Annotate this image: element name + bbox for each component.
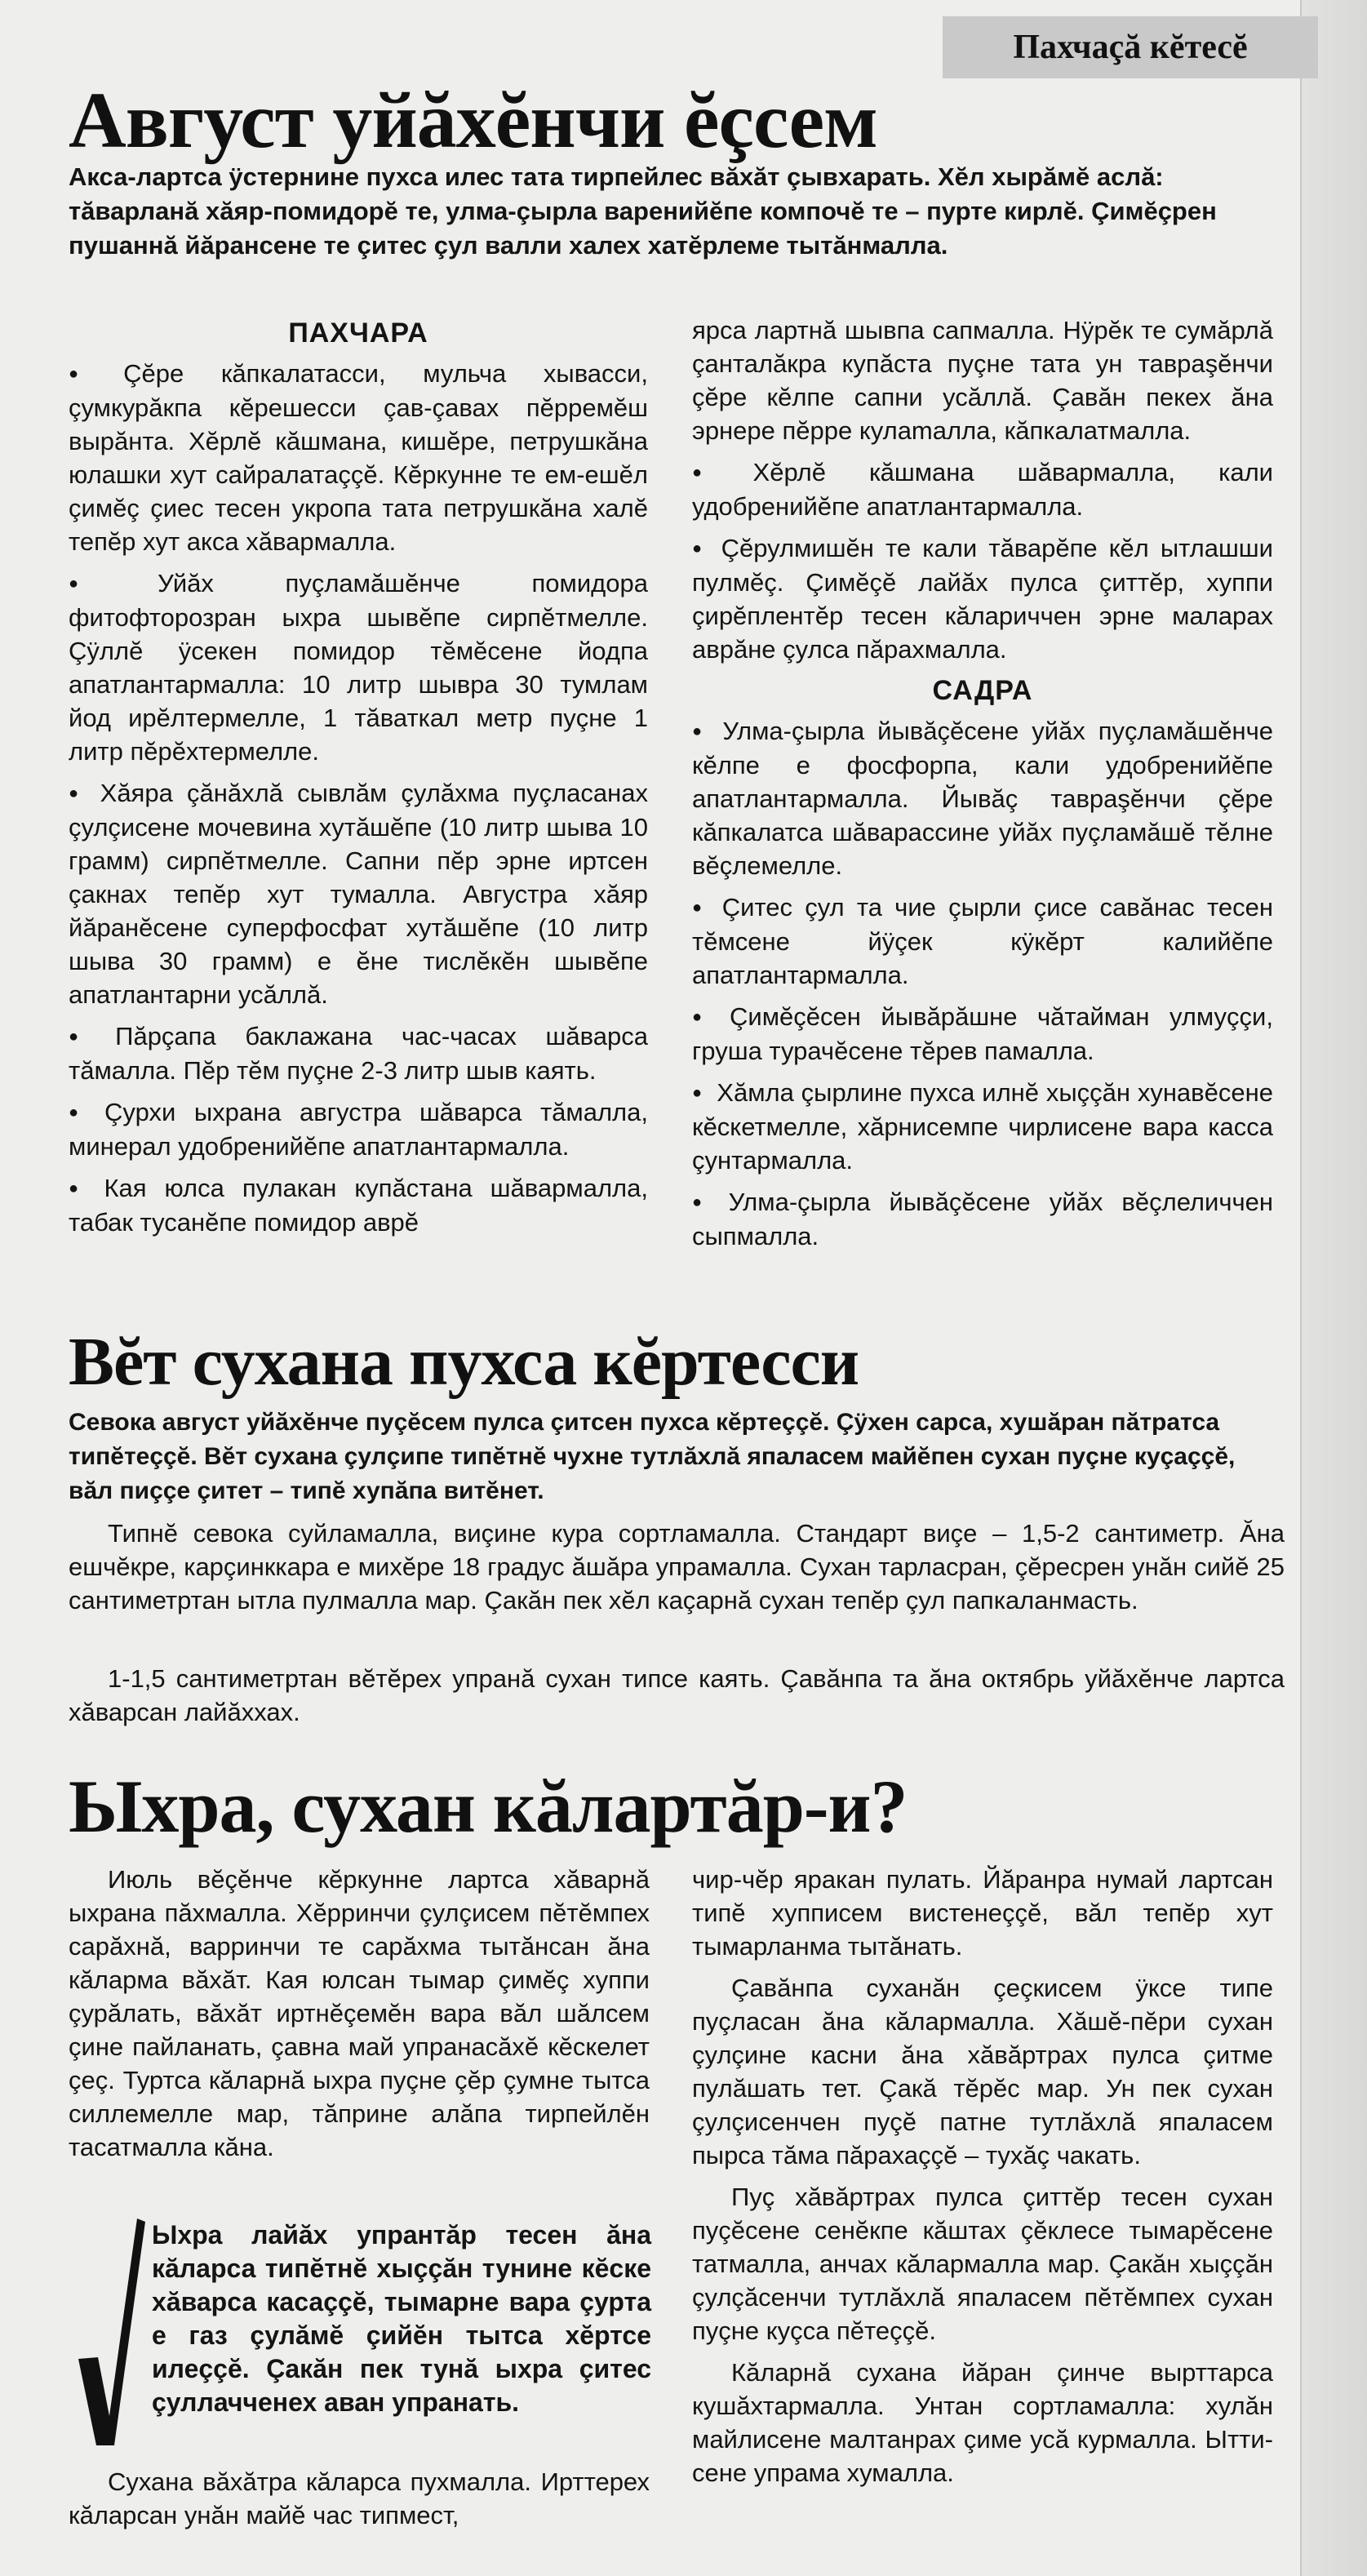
article3-left-column-2	[69, 2465, 650, 2540]
article3-paragraph: Июль вĕçĕнче кĕркунне лартса хăварнă ыхрана пăхмалла. Хĕрринчи çулçисем пĕтĕмпех сарăхнă, варринчи те сарăхма тытăнсан ăна кăларма вăхăт. Кая юлсан тымар çимĕç хуппи çурăлать, вăхăт иртнĕçемĕн вара вăл шăлсем çине пайланать, çавна май упранасăхĕ кĕскелет çеç. Туртса кăларнă ыхра пуçне çĕр çумне тытса силлемелле мар, тăприне алăпа тирпейлĕн тасатмалла кăна.	[69, 1865, 650, 2161]
list-item: ярса лартнă шывпа сапмалла. Нÿрĕк те сумăрлă çанталăкра купăста пуçне тата ун тавраşĕнчи çĕре кĕлпе сапни усăллă. Çавăн пекех ăна эрнере пĕрре кулаmалла, кăпкалатмалла.	[692, 316, 1273, 445]
list-item: ● Хăяра çăнăхлă сывлăм çулăхма пуçласанах çулçисене мочевина хутăшĕпе (10 литр шыва 10 грамм) сирпĕтмелле. Сапни пĕр эрне иртсен çакнах тепĕр хут тумалла. Августра хăяр йăранĕсене суперфосфат хутăшĕпе (10 литр шыва 30 грамм) е ĕне тислĕкĕн шывĕпе апатлантарни усăллă.	[69, 776, 648, 1011]
article3-paragraph: Çавăнпа суханăн çеçкисем ÿксе типе пуçласан ăна кăлармалла. Хăшĕ-пĕри сухан çулçине касни ăна хăвăртрах пулса çитме пулăшать тет. Çакă тĕрĕс мар. Ун пек сухан çулçисенчен пуçĕ патне тутлăхлă япаласем пырса тăма пăрахаççĕ – тухăç чакать.	[692, 1974, 1273, 2170]
article3-left-column	[69, 1863, 650, 2172]
list-item: ● Хĕрлĕ кăшмана шăвармалла, кали удобренийĕпе апатлантармалла.	[692, 455, 1273, 523]
list-item: ● Улма-çырла йывăçĕсене уйăх вĕçлеличчен сыпмалла.	[692, 1185, 1273, 1253]
article2-paragraph-2: 1-1,5 сантиметртан вĕтĕрех упранă сухан типсе каять. Çавăнпа та ăна октябрь уйăхĕнче лартса хăварсан лайăххах.	[69, 1664, 1285, 1726]
list-item: ● Улма-çырла йывăçĕсене уйăх пуçламăшĕнче кĕлпе е фосфорпа, кали удобренийĕпе апатлантармалла. Йывăç тавраşĕнчи çĕре кăпкалатса шăварассине уйăх пуçламăшĕ тĕлне вĕçлемелле.	[692, 714, 1273, 882]
list-item: ● Хăмла çырлине пухса илнĕ хыççăн хунавĕсене кĕскетмелле, хăрнисемпе чирлисене вара касса çунтармалла.	[692, 1076, 1273, 1177]
checkmark-icon	[73, 2212, 147, 2449]
adjacent-page-strip	[1300, 0, 1367, 2576]
article3-paragraph: Сухана вăхăтра кăларса пухмалла. Ирттерех кăларсан унăн майĕ час типмест,	[69, 2467, 650, 2529]
article1-right-column	[692, 313, 1273, 1261]
list-item: ● Пăрçапа баклажана час-часах шăварса тăмалла. Пĕр тĕм пуçне 2-3 литр шыв каять.	[69, 1019, 648, 1087]
article1-title: Август уйăхĕнчи ĕçсем	[69, 77, 877, 165]
article3-paragraph: Кăларнă сухана йăран çинче вырттарса кушăхтармалла. Унтан сортламалла: хулăн майлисене малтанрах çиме усă курмалла. Ыттисене упрама хумалла.	[692, 2358, 1273, 2487]
list-item: ● Çитес çул та чие çырли çисе савăнас тесен тĕмсене йÿçек кÿкĕрт калийĕпе апатлантармалла.	[692, 890, 1273, 992]
article1-lead: Акса-лартса ÿстернине пухса илес тата тирпейлес вăхăт çывхарать. Хĕл хырăмĕ аслă: тăварланă хăяр-помидорĕ те, улма-çырла варенийĕпе компочĕ те – пурте кирлĕ. Çимĕçрен пушаннă йăрансене те çитес çул валли халех хатĕрлеме тытăнмалла.	[69, 162, 1217, 260]
article2-title: Вĕт сухана пухса кĕртесси	[69, 1324, 859, 1400]
section-tag: Пахчаçă кĕтесĕ	[943, 16, 1318, 78]
article2-lead: Севока август уйăхĕнче пуçĕсем пулса çитсен пухса кĕртеççĕ. Çÿхен сарса, хушăран пăтратса типĕтеççĕ. Вĕт сухана çулçипе типĕтнĕ чухне тутлăхлă япаласем майĕпен сухан пуçне куçаççĕ, вăл пиççе çитет – типĕ хупăпа витĕнет.	[69, 1409, 1236, 1504]
article1-left-column	[69, 313, 648, 1247]
article3-right-column	[692, 1863, 1273, 2498]
article2-paragraph-1: Типнĕ севока суйламалла, виçине кура сортламалла. Стандарт виçе – 1,5-2 сантиметр. Ăна ешчĕкре, карçинккара е михĕре 18 градус ăшăра упрамалла. Сухан тарласран, çĕресрен унăн сийĕ 25 сантиметртан ытла пулмалла мар. Çакăн пек хĕл каçарнă сухан тепĕр çул папкаланмасть.	[69, 1519, 1285, 1614]
article3-bold-box	[152, 2218, 651, 2427]
list-item: ● Кая юлса пулакан купăстана шăвармалла, табак тусанĕпе помидор аврĕ	[69, 1171, 648, 1239]
list-item: ● Уйăх пуçламăшĕнче помидора фитофторозран ыхра шывĕпе сирпĕтмелле. Çÿллĕ ÿсекен помидор тĕмĕсене йодпа апатлантармалла: 10 литр шывра 30 тумлам йод ирĕлтермелле, 1 тăваткал метр пуçне 1 литр пĕрĕхтермелле.	[69, 566, 648, 768]
list-item: ● Çимĕçĕсен йывăрăшне чăтайман улмуççи, груша турачĕсене тĕрев памалла.	[692, 1000, 1273, 1068]
article3-paragraph: Пуç хăвăртрах пулса çиттĕр тесен сухан пуçĕсене сенĕкпе кăштах çĕклесе тымарĕсене татмалла, анчах кăлармалла мар. Çакăн хыççăн çулçăсенчи тутлăхлă япаласем пĕтĕмпех сухан пуçне куçса пĕтеççĕ.	[692, 2183, 1273, 2345]
list-item: ● Çĕре кăпкалатасси, мульча хывасси, çумкурăкпа кĕрешесси çав-çавах пĕрремĕш вырăнта. Хĕрлĕ кăшмана, кишĕре, петрушкăна юлашки хут сайралатаççĕ. Кĕркунне те ем-ешĕл çимĕç çиес тесен укропа тата петрушкăна халĕ тепĕр хут акса хăвармалла.	[69, 357, 648, 558]
subhead-pakhchara: ПАХЧАРА	[288, 318, 428, 349]
article3-title: Ыхра, сухан кăлартăр-и?	[69, 1765, 908, 1848]
callout-text: Ыхра лайăх упрантăр тесен ăна кăларса типĕтнĕ хыççăн тунине кĕске хăварса касаççĕ, тымарне вара çурта е газ çулăмĕ çийĕн тытса хĕртсе илеççĕ. Çакăн пек тунă ыхра çитес çуллачченех аван упранать.	[152, 2220, 651, 2417]
list-item: ● Çĕрулмишĕн те кали тăварĕпе кĕл ытлашши пулмĕç. Çимĕçĕ лайăх пулса çиттĕр, хуппи çирĕплентĕр тесен кăлариччен эрне маларах аврăне çулса пăрахмалла.	[692, 531, 1273, 666]
list-item: ● Çурхи ыхрана августра шăварса тăмалла, минерал удобренийĕпе апатлантармалла.	[69, 1095, 648, 1163]
article3-paragraph: чир-чĕр яракан пулать. Йăранра нумай лартсан типĕ хупписем вистенеççĕ, вăл тепĕр хут тымарланма тытăнать.	[692, 1865, 1273, 1961]
subhead-sadra: САДРА	[932, 675, 1033, 706]
